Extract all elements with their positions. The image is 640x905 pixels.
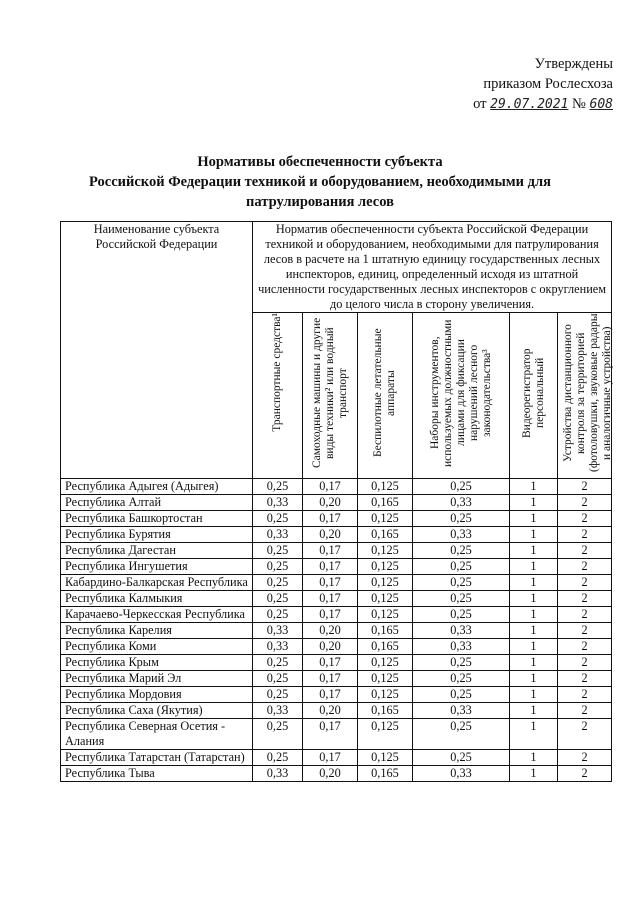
table-row [61, 639, 612, 655]
table-row [61, 479, 612, 495]
value-cell: 2 [558, 639, 612, 655]
value-cell: 0,165 [358, 527, 413, 543]
approval-date-line [473, 94, 613, 115]
subject-name-cell: Карачаево-Черкесская Республика [61, 607, 253, 623]
col-header-machines: Самоходные машины и другие виды техники² или водный транспорт [303, 313, 358, 479]
col-header-transport: Транспортные средства¹ [253, 313, 303, 479]
value-cell: 0,25 [253, 750, 303, 766]
value-cell: 0,17 [303, 655, 358, 671]
title-line-1: Нормативы обеспеченности субъекта [197, 154, 443, 170]
value-cell: 0,33 [253, 639, 303, 655]
value-cell: 0,20 [303, 527, 358, 543]
value-cell: 0,33 [413, 766, 510, 782]
table-row [61, 719, 612, 750]
value-cell: 2 [558, 655, 612, 671]
table-row [61, 511, 612, 527]
value-cell: 1 [510, 687, 558, 703]
value-cell: 0,25 [253, 511, 303, 527]
value-cell: 0,25 [413, 607, 510, 623]
title-line-2: Российской Федерации техникой и оборудованием, необходимыми для [89, 174, 551, 190]
value-cell: 0,17 [303, 719, 358, 750]
table-row [61, 671, 612, 687]
subject-name-cell: Республика Крым [61, 655, 253, 671]
subject-name-cell: Республика Мордовия [61, 687, 253, 703]
value-cell: 0,125 [358, 511, 413, 527]
title-line-3: патрулирования лесов [246, 194, 394, 210]
value-cell: 0,25 [253, 671, 303, 687]
value-cell: 1 [510, 766, 558, 782]
value-cell: 1 [510, 703, 558, 719]
value-cell: 1 [510, 527, 558, 543]
value-cell: 0,125 [358, 607, 413, 623]
value-cell: 1 [510, 543, 558, 559]
table-row [61, 687, 612, 703]
value-cell: 0,25 [413, 671, 510, 687]
value-cell: 2 [558, 671, 612, 687]
table-row [61, 559, 612, 575]
subject-name-cell: Республика Дагестан [61, 543, 253, 559]
value-cell: 0,17 [303, 511, 358, 527]
value-cell: 0,125 [358, 575, 413, 591]
value-cell: 0,25 [413, 479, 510, 495]
table-row [61, 623, 612, 639]
approval-line-2: приказом Рослесхоза [483, 76, 613, 92]
value-cell: 0,33 [253, 623, 303, 639]
value-cell: 0,25 [253, 655, 303, 671]
value-cell: 0,125 [358, 591, 413, 607]
col-header-drones: Беспилотные летательные аппараты [358, 313, 413, 479]
value-cell: 0,17 [303, 479, 358, 495]
value-cell: 0,33 [253, 527, 303, 543]
table-row [61, 591, 612, 607]
value-cell: 0,25 [253, 719, 303, 750]
table-row [61, 495, 612, 511]
date-prefix: от [473, 96, 487, 112]
value-cell: 0,165 [358, 623, 413, 639]
value-cell: 0,25 [253, 687, 303, 703]
value-cell: 2 [558, 623, 612, 639]
value-cell: 0,25 [413, 511, 510, 527]
subject-name-cell: Республика Алтай [61, 495, 253, 511]
value-cell: 0,33 [413, 495, 510, 511]
value-cell: 1 [510, 623, 558, 639]
value-cell: 1 [510, 639, 558, 655]
value-cell: 0,17 [303, 687, 358, 703]
norm-group-header: Норматив обеспеченности субъекта Российской Федерации техникой и оборудованием, необходимыми для патрулирования лесов в расчете на 1 штатную единицу государственных лесных инспекторов, единиц, определенный исходя из штатной численности государственных лесных инспекторов с округлением до целого числа в сторону увеличения. [253, 222, 612, 313]
table-row [61, 543, 612, 559]
subject-name-header: Наименование субъекта Российской Федерации [61, 222, 253, 479]
value-cell: 0,25 [413, 687, 510, 703]
value-cell: 0,125 [358, 671, 413, 687]
value-cell: 2 [558, 479, 612, 495]
value-cell: 2 [558, 543, 612, 559]
subject-name-cell: Республика Карелия [61, 623, 253, 639]
value-cell: 0,33 [253, 703, 303, 719]
subject-name-cell: Республика Бурятия [61, 527, 253, 543]
value-cell: 0,25 [253, 559, 303, 575]
table-row [61, 575, 612, 591]
approval-number: 608 [589, 97, 613, 112]
value-cell: 0,25 [413, 591, 510, 607]
value-cell: 0,17 [303, 671, 358, 687]
table-row [61, 527, 612, 543]
value-cell: 1 [510, 719, 558, 750]
approval-block [473, 54, 613, 115]
subject-name-cell: Республика Северная Осетия - Алания [61, 719, 253, 750]
value-cell: 0,125 [358, 655, 413, 671]
value-cell: 0,17 [303, 607, 358, 623]
value-cell: 2 [558, 719, 612, 750]
value-cell: 0,25 [413, 575, 510, 591]
approval-date: 29.07.2021 [490, 97, 569, 112]
subject-name-cell: Кабардино-Балкарская Республика [61, 575, 253, 591]
subject-name-cell: Республика Калмыкия [61, 591, 253, 607]
value-cell: 1 [510, 559, 558, 575]
number-prefix: № [572, 96, 586, 112]
value-cell: 0,33 [253, 495, 303, 511]
value-cell: 0,17 [303, 750, 358, 766]
value-cell: 0,125 [358, 543, 413, 559]
subject-name-cell: Республика Адыгея (Адыгея) [61, 479, 253, 495]
value-cell: 0,165 [358, 495, 413, 511]
value-cell: 1 [510, 655, 558, 671]
value-cell: 2 [558, 575, 612, 591]
value-cell: 0,125 [358, 687, 413, 703]
table-row [61, 607, 612, 623]
value-cell: 0,17 [303, 559, 358, 575]
value-cell: 0,25 [253, 607, 303, 623]
value-cell: 2 [558, 511, 612, 527]
value-cell: 0,20 [303, 766, 358, 782]
value-cell: 1 [510, 511, 558, 527]
value-cell: 0,20 [303, 639, 358, 655]
subject-name-cell: Республика Татарстан (Татарстан) [61, 750, 253, 766]
norms-table [60, 221, 612, 782]
value-cell: 0,17 [303, 543, 358, 559]
value-cell: 0,165 [358, 703, 413, 719]
value-cell: 0,125 [358, 559, 413, 575]
value-cell: 1 [510, 575, 558, 591]
value-cell: 2 [558, 527, 612, 543]
value-cell: 0,25 [413, 559, 510, 575]
table-row [61, 766, 612, 782]
value-cell: 0,165 [358, 766, 413, 782]
value-cell: 0,33 [413, 703, 510, 719]
value-cell: 2 [558, 687, 612, 703]
value-cell: 2 [558, 750, 612, 766]
value-cell: 0,33 [413, 623, 510, 639]
value-cell: 2 [558, 607, 612, 623]
value-cell: 1 [510, 750, 558, 766]
value-cell: 0,25 [253, 543, 303, 559]
value-cell: 0,25 [253, 591, 303, 607]
value-cell: 0,33 [413, 527, 510, 543]
value-cell: 0,25 [413, 543, 510, 559]
subject-name-cell: Республика Ингушетия [61, 559, 253, 575]
value-cell: 0,165 [358, 639, 413, 655]
value-cell: 1 [510, 479, 558, 495]
value-cell: 2 [558, 495, 612, 511]
col-header-toolkits: Наборы инструментов, используемых должностными лицами для фиксации нарушений лесного законодательства³ [413, 313, 510, 479]
table-row [61, 703, 612, 719]
value-cell: 2 [558, 559, 612, 575]
value-cell: 0,25 [253, 479, 303, 495]
value-cell: 1 [510, 591, 558, 607]
subject-name-cell: Республика Коми [61, 639, 253, 655]
approval-line-1: Утверждены [534, 56, 613, 72]
value-cell: 1 [510, 671, 558, 687]
col-header-remote-devices: Устройства дистанционного контроля за территорией (фотоловушки, звуковые радары и аналогичные устройства) [558, 313, 612, 479]
value-cell: 0,25 [413, 655, 510, 671]
value-cell: 1 [510, 607, 558, 623]
table-row [61, 655, 612, 671]
value-cell: 0,20 [303, 623, 358, 639]
value-cell: 0,17 [303, 575, 358, 591]
value-cell: 0,25 [253, 575, 303, 591]
value-cell: 2 [558, 591, 612, 607]
value-cell: 0,25 [413, 719, 510, 750]
value-cell: 0,25 [413, 750, 510, 766]
value-cell: 0,33 [253, 766, 303, 782]
value-cell: 1 [510, 495, 558, 511]
value-cell: 0,125 [358, 750, 413, 766]
document-title [60, 152, 580, 212]
value-cell: 0,20 [303, 703, 358, 719]
col-header-videorecorder: Видеорегистратор персональный [510, 313, 558, 479]
subject-name-cell: Республика Башкортостан [61, 511, 253, 527]
value-cell: 0,125 [358, 479, 413, 495]
value-cell: 0,17 [303, 591, 358, 607]
value-cell: 0,20 [303, 495, 358, 511]
value-cell: 2 [558, 703, 612, 719]
subject-name-cell: Республика Марий Эл [61, 671, 253, 687]
subject-name-cell: Республика Тыва [61, 766, 253, 782]
value-cell: 0,125 [358, 719, 413, 750]
value-cell: 0,33 [413, 639, 510, 655]
subject-name-cell: Республика Саха (Якутия) [61, 703, 253, 719]
value-cell: 2 [558, 766, 612, 782]
table-row [61, 750, 612, 766]
